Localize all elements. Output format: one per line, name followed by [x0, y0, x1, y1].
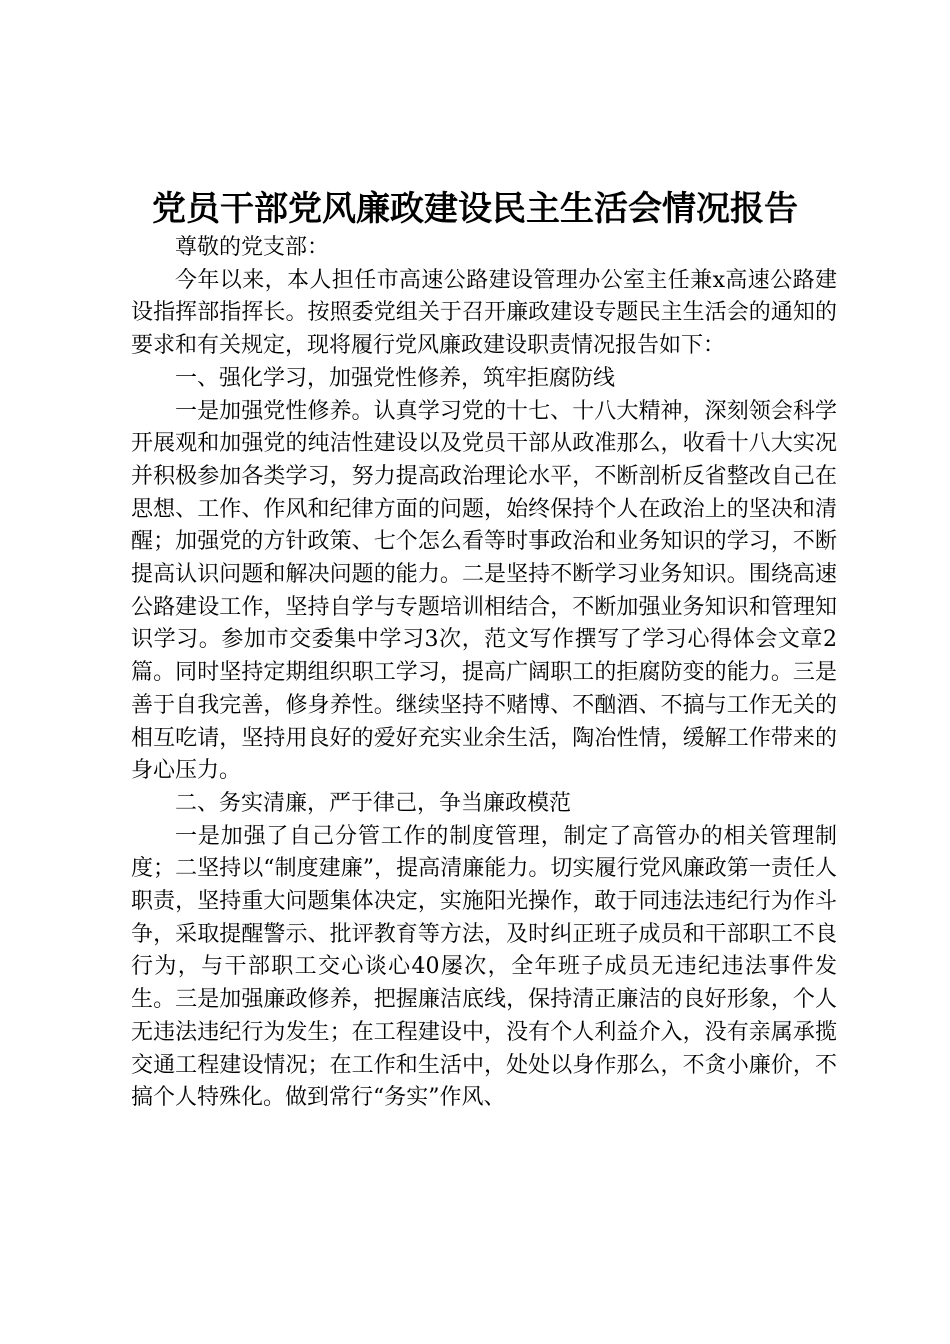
salutation-paragraph: 尊敬的党支部： — [175, 235, 330, 260]
document-body — [131, 232, 837, 1115]
section-heading-2: 二、务实清廉，严于律己，争当廉政模范 — [175, 790, 572, 816]
body-paragraph: 一是加强了自己分管工作的制度管理，制定了高管办的相关管理制度；二坚持以“制度建廉”，提高清廉能力。切实履行党风廉政第一责任人职责，坚持重大问题集体决定，实施阳光操作，敢于同违法违纪行为作斗争，采取提醒警示、批评教育等方法，及时纠正班子成员和干部职工不良行为，与干部职工交心谈心40屡次，全年班子成员无违纪违法事件发生。三是加强廉政修养，把握廉洁底线，保持清正廉洁的良好形象，个人无违法违纪行为发生；在工程建设中，没有个人利益介入，没有亲属承揽交通工程建设情况；在工作和生活中，处处以身作那么，不贪小廉价，不搞个人特殊化。做到常行“务实”作风、 — [131, 823, 837, 1111]
section-heading-1: 一、强化学习，加强党性修养，筑牢拒腐防线 — [175, 365, 616, 391]
document-title: 党员干部党风廉政建设民主生活会情况报告 — [152, 189, 798, 229]
intro-paragraph: 今年以来，本人担任市高速公路建设管理办公室主任兼x高速公路建设指挥部指挥长。按照委党组关于召开廉政建设专题民主生活会的通知的要求和有关规定，现将履行党风廉政建设职责情况报告如下： — [131, 267, 837, 359]
body-paragraph: 一是加强党性修养。认真学习党的十七、十八大精神，深刻领会科学开展观和加强党的纯洁性建设以及党员干部从政准那么，收看十八大实况并积极参加各类学习，努力提高政治理论水平，不断剖析反省整改自己在思想、工作、作风和纪律方面的问题，始终保持个人在政治上的坚决和清醒；加强党的方针政策、七个怎么看等时事政治和业务知识的学习，不断提高认识问题和解决问题的能力。二是坚持不断学习业务知识。围绕高速公路建设工作，坚持自学与专题培训相结合，不断加强业务知识和管理知识学习。参加市交委集中学习3次，范文写作撰写了学习心得体会文章2篇。同时坚持定期组织职工学习，提高广阔职工的拒腐防变的能力。三是善于自我完善，修身养性。继续坚持不赌博、不酗酒、不搞与工作无关的相互吃请，坚持用良好的爱好充实业余生活，陶冶性情，缓解工作带来的身心压力。 — [131, 398, 837, 784]
